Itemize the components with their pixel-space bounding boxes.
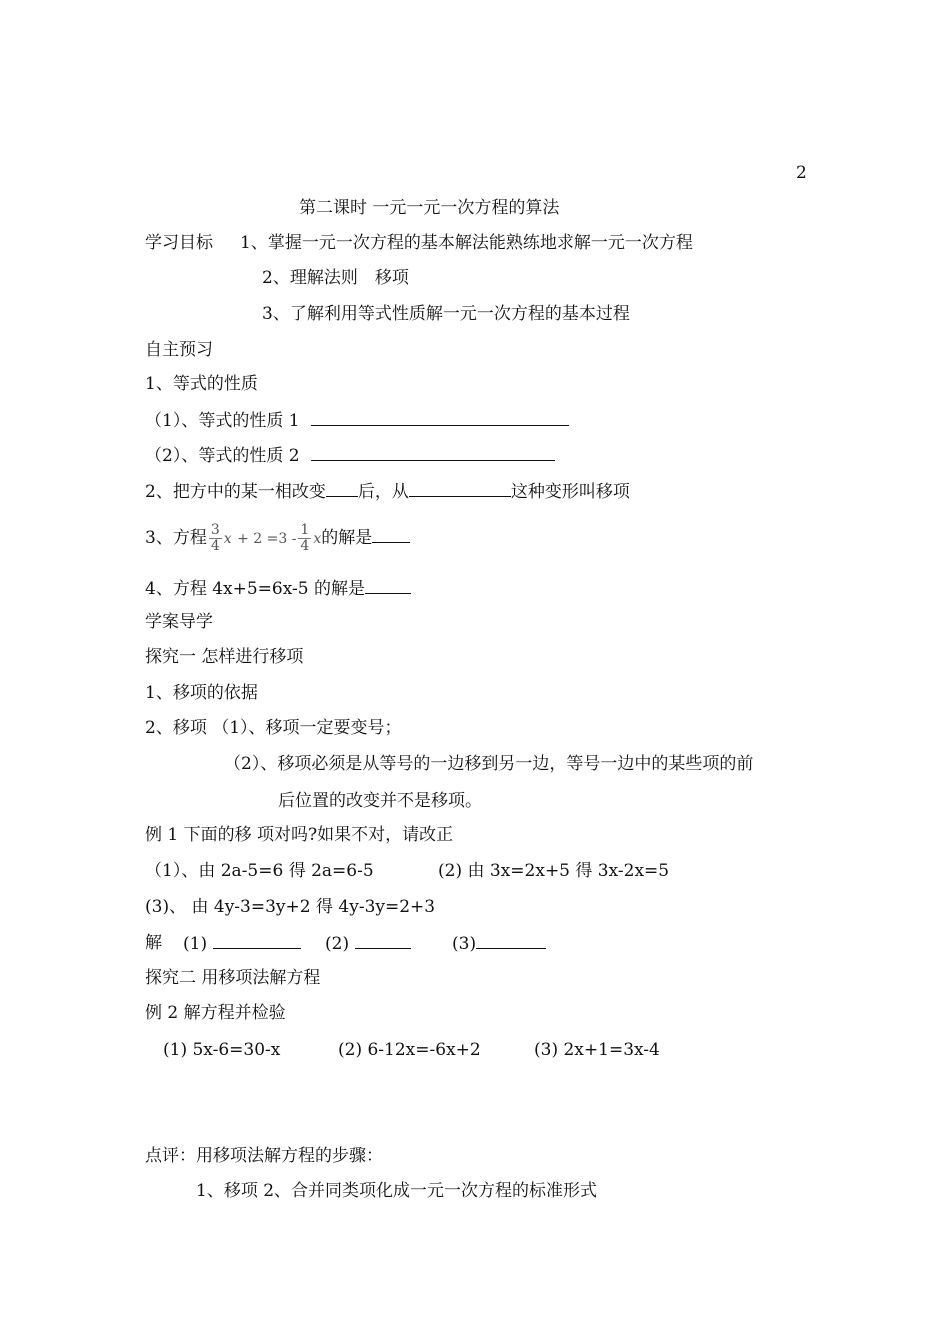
preview-q1-1 (145, 409, 569, 432)
preview-q2-part-b: 后，从 (357, 482, 409, 502)
example-1-problem-3: (3)、 由 4y-3=3y+2 得 4y-3y=2+3 (145, 897, 436, 917)
answer-1-label: (1) (183, 934, 208, 954)
fill-blank[interactable] (365, 577, 411, 594)
fraction-one-quarter (298, 523, 311, 554)
preview-q2-part-c: 这种变形叫移项 (510, 482, 630, 502)
preview-q2-part-a: 2、把方中的某一相改变 (145, 482, 326, 502)
answer-label: 解 (145, 933, 162, 953)
example-2-title: 例 2 解方程并检验 (145, 1003, 286, 1023)
preview-q3-part-a: 3、方程 (145, 528, 207, 548)
goal-item-1: 1、掌握一元一次方程的基本解法能熟练地求解一元一次方程 (240, 233, 693, 253)
preview-q4 (145, 577, 411, 600)
guide-item-2-sub-a: （2）、移项必须是从等号的一边移到另一边，等号一边中的某些项的前 (224, 754, 754, 774)
answer-2-label: (2) (325, 934, 350, 954)
example-1-problem-1: （1）、由 2a-5=6 得 2a=6-5 (145, 861, 374, 881)
guide-item-2-sub-b: 后位置的改变并不是移项。 (278, 791, 482, 811)
fraction-numerator: 3 (210, 522, 220, 538)
fraction-denominator: 4 (210, 538, 220, 554)
fill-blank[interactable] (355, 932, 411, 949)
preview-q1-2 (145, 444, 555, 467)
preview-heading: 自主预习 (145, 340, 213, 360)
goal-item-3: 3、了解利用等式性质解一元一次方程的基本过程 (262, 304, 630, 324)
preview-q4-text: 4、方程 4x+5=6x-5 的解是 (145, 579, 365, 599)
answer-2 (325, 932, 411, 955)
guide-heading: 学案导学 (145, 612, 213, 632)
variable-x: x (223, 531, 232, 547)
guide-item-1: 1、移项的依据 (145, 683, 258, 703)
review-heading: 点评：用移项法解方程的步骤： (145, 1146, 383, 1166)
fraction-denominator: 4 (300, 538, 310, 554)
preview-q1-2-text: （2）、等式的性质 2 (145, 446, 300, 466)
goals-label: 学习目标 (145, 233, 213, 253)
example-1-problem-2: (2) 由 3x=2x+5 得 3x-2x=5 (438, 861, 670, 881)
explore-1-heading: 探究一 怎样进行移项 (145, 647, 304, 667)
example-1-title: 例 1 下面的移 项对吗?如果不对，请改正 (145, 825, 454, 845)
preview-q1: 1、等式的性质 (145, 374, 258, 394)
preview-q3 (145, 523, 410, 554)
review-steps: 1、移项 2、合并同类项化成一元一次方程的标准形式 (196, 1181, 598, 1201)
answer-row (145, 932, 162, 954)
preview-q1-1-text: （1）、等式的性质 1 (145, 411, 300, 431)
page-number: 2 (796, 163, 807, 183)
answer-3-label: (3) (452, 934, 477, 954)
guide-item-2: 2、移项 （1）、移项一定要变号； (145, 718, 402, 738)
fill-blank[interactable] (326, 480, 358, 497)
fill-blank[interactable] (311, 444, 555, 461)
fraction-numerator: 1 (300, 522, 310, 538)
answer-1 (183, 932, 301, 955)
fraction-three-quarters (209, 523, 222, 554)
preview-q2 (145, 480, 630, 503)
equation-middle: + 2 =3 - (237, 531, 297, 547)
fill-blank[interactable] (476, 932, 546, 949)
answer-3 (452, 932, 546, 955)
explore-2-heading: 探究二 用移项法解方程 (145, 968, 321, 988)
goal-item-2: 2、理解法则 移项 (262, 268, 409, 288)
example-2-problem-2: (2) 6-12x=-6x+2 (338, 1040, 481, 1060)
preview-q3-part-b: 的解是 (321, 528, 373, 548)
variable-x: x (313, 531, 322, 547)
fill-blank[interactable] (311, 409, 569, 426)
page-title: 第二课时 一元一元一次方程的算法 (299, 198, 560, 218)
fill-blank[interactable] (372, 526, 410, 543)
example-2-problem-1: (1) 5x-6=30-x (163, 1040, 281, 1060)
example-2-problem-3: (3) 2x+1=3x-4 (534, 1040, 660, 1060)
fill-blank[interactable] (409, 480, 511, 497)
fill-blank[interactable] (213, 932, 301, 949)
